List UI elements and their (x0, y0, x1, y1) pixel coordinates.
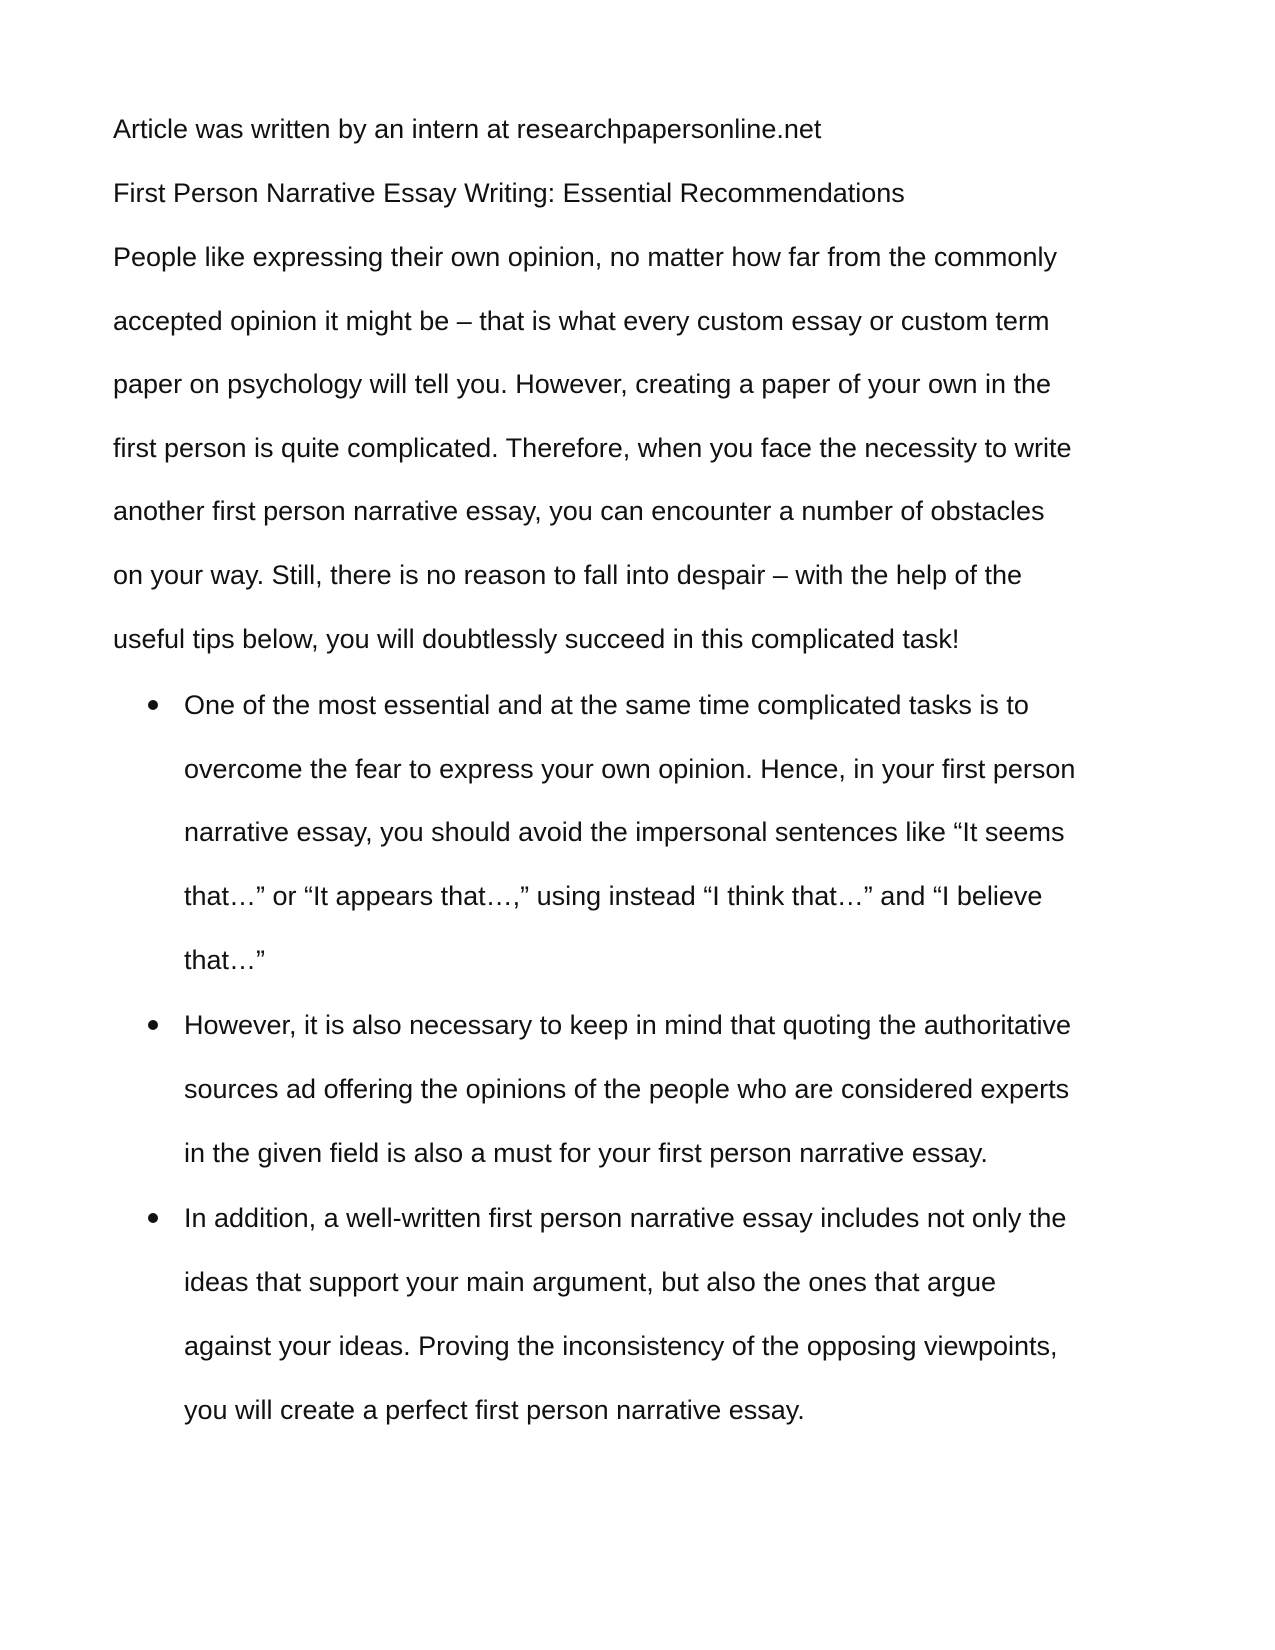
bullet-line: you will create a perfect first person narrative essay. (184, 1395, 805, 1425)
bullet-line: that…” or “It appears that…,” using instead “I think that…” and “I believe (184, 881, 1043, 911)
bullet-line: against your ideas. Proving the inconsistency of the opposing viewpoints, (184, 1331, 1058, 1361)
bullet-line: One of the most essential and at the same time complicated tasks is to (184, 690, 1029, 720)
bullet-line: However, it is also necessary to keep in mind that quoting the authoritative (184, 1010, 1071, 1040)
paragraph-line: another first person narrative essay, you can encounter a number of obstacles (113, 496, 1045, 526)
paragraph-line: accepted opinion it might be – that is what every custom essay or custom term (113, 306, 1050, 336)
bullet-line: sources ad offering the opinions of the people who are considered experts (184, 1074, 1070, 1104)
bullet-line: that…” (184, 945, 266, 975)
paragraph-line: paper on psychology will tell you. However, creating a paper of your own in the (113, 369, 1052, 399)
bullet-dot-icon (148, 700, 158, 710)
bullet-dot-icon (148, 1213, 158, 1223)
bullet-line: ideas that support your main argument, but also the ones that argue (184, 1267, 997, 1297)
bullet-line: narrative essay, you should avoid the impersonal sentences like “It seems (184, 817, 1065, 847)
paragraph-line: on your way. Still, there is no reason to fall into despair – with the help of the (113, 560, 1023, 590)
bullet-line: in the given field is also a must for your first person narrative essay. (184, 1138, 988, 1168)
paragraph-line: People like expressing their own opinion, no matter how far from the commonly (113, 242, 1057, 272)
bullet-dot-icon (148, 1020, 158, 1030)
attribution-line: Article was written by an intern at researchpapersonline.net (113, 114, 822, 144)
paragraph-line: first person is quite complicated. Therefore, when you face the necessity to write (113, 433, 1072, 463)
document-title: First Person Narrative Essay Writing: Essential Recommendations (113, 178, 905, 208)
paragraph-line: useful tips below, you will doubtlessly succeed in this complicated task! (113, 624, 960, 654)
bullet-line: In addition, a well-written first person narrative essay includes not only the (184, 1203, 1067, 1233)
bullet-line: overcome the fear to express your own opinion. Hence, in your first person (184, 754, 1076, 784)
